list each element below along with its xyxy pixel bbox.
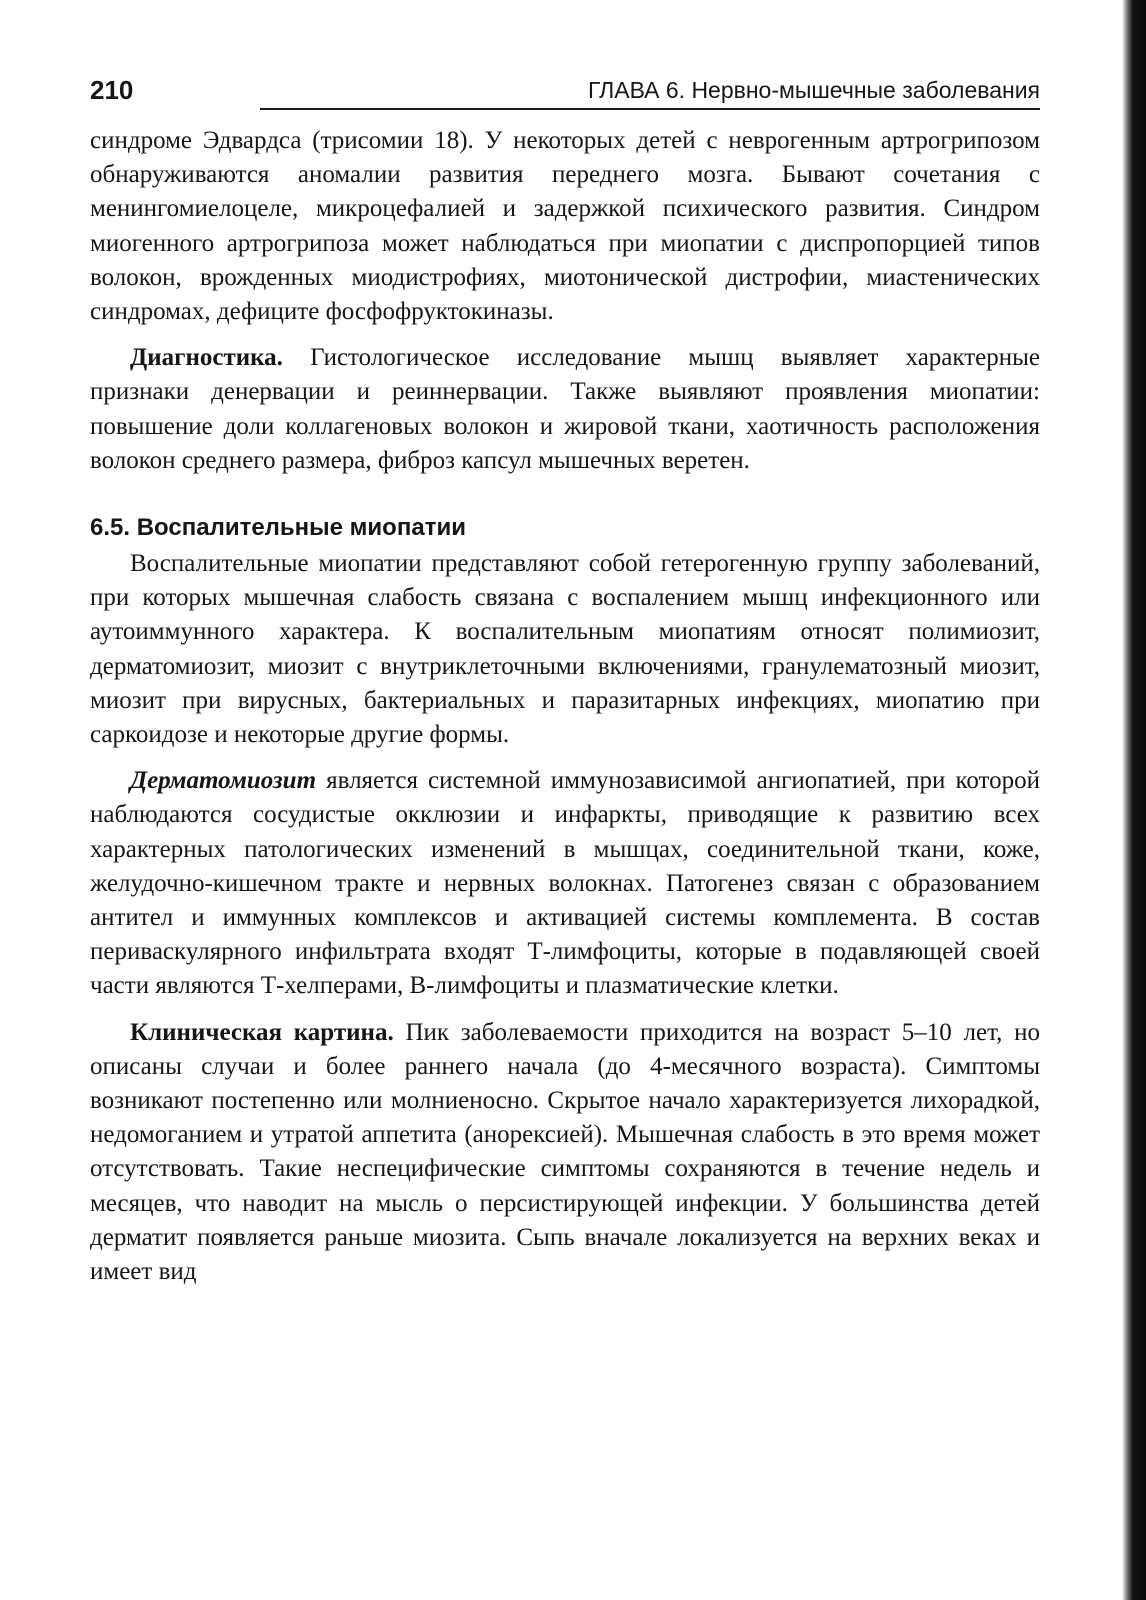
paragraph-text-diagnostics: Гистологическое исследование мышц выявляет характерные признаки денервации и реиннервации. Также выявляют проявления миопатии: повышение доли коллагеновых волокон и жировой ткани, хаотичность расположения волокон среднего размера, фиброз капсул мышечных веретен. [90,344,1040,474]
paragraph-diagnostics [90,341,1040,478]
page-header [90,70,1040,110]
scan-binding-edge [1122,0,1146,1600]
paragraph-continued: синдроме Эдвардса (трисомии 18). У некоторых детей с неврогенным артрогрипозом обнаруживаются аномалии развития переднего мозга. Бывают сочетания с менингомиелоцеле, микроцефалией и задержкой психического развития. Синдром миогенного артрогрипоза может наблюдаться при миопатии с диспропорцией типов волокон, врожденных миодистрофиях, миотонической дистрофии, миастенических синдромах, дефиците фосфофруктокиназы. [90,127,1040,326]
paragraph-inflammatory-myopathies: Воспалительные миопатии представляют собой гетерогенную группу заболеваний, при которых мышечная слабость связана с воспалением мышц инфекционного или аутоиммунного характера. К воспалительным миопатиям относят полимиозит, дерматомиозит, миозит с внутриклеточными включениями, гранулематозный миозит, миозит при вирусных, бактериальных и паразитарных инфекциях, миопатию при саркоидозе и некоторые другие формы. [90,550,1040,749]
running-title: ГЛАВА 6. Нервно-мышечные заболевания [587,77,1040,103]
header-rule [260,108,1040,110]
section-heading: 6.5. Воспалительные миопатии [90,514,466,542]
paragraph-dermatomyositis [90,764,1040,1003]
page-number: 210 [90,75,134,105]
paragraph-lead-diagnostics: Диагностика. [130,344,283,372]
paragraph-lead-clinical-picture: Клиническая картина. [130,1018,394,1046]
paragraph-text-clinical-picture: Пик заболеваемости приходится на возраст 5–10 лет, но описаны случаи и более раннего начала (до 4-месячного возраста). Симптомы возникают постепенно или молниеносно. Скрытое начало характеризуется лихорадкой, недомоганием и утратой аппетита (анорексией). Мышечная слабость в это время может отсутствовать. Такие неспецифические симптомы сохраняются в течение недель и месяцев, что наводит на мысль о персистирующей инфекции. У большинства детей дерматит появляется раньше миозита. Сыпь вначале локализуется на верхних веках и имеет вид [90,1018,1041,1286]
paragraph-clinical-picture [90,1016,1040,1290]
paragraph-lead-dermatomyositis: Дерматомиозит [130,767,317,795]
paragraph-text-dermatomyositis: является системной иммунозависимой ангиопатией, при которой наблюдаются сосудистые окклюзии и инфаркты, приводящие к развитию всех характерных патологических изменений в мышцах, соединительной ткани, коже, желудочно-кишечном тракте и нервных волокнах. Патогенез связан с образованием антител и иммунных комплексов и активацией системы комплемента. В состав периваскулярного инфильтрата входят Т-лимфоциты, которые в подавляющей своей части являются Т-хелперами, В-лимфоциты и плазматические клетки. [90,767,1040,1000]
page-body [90,124,1040,1289]
